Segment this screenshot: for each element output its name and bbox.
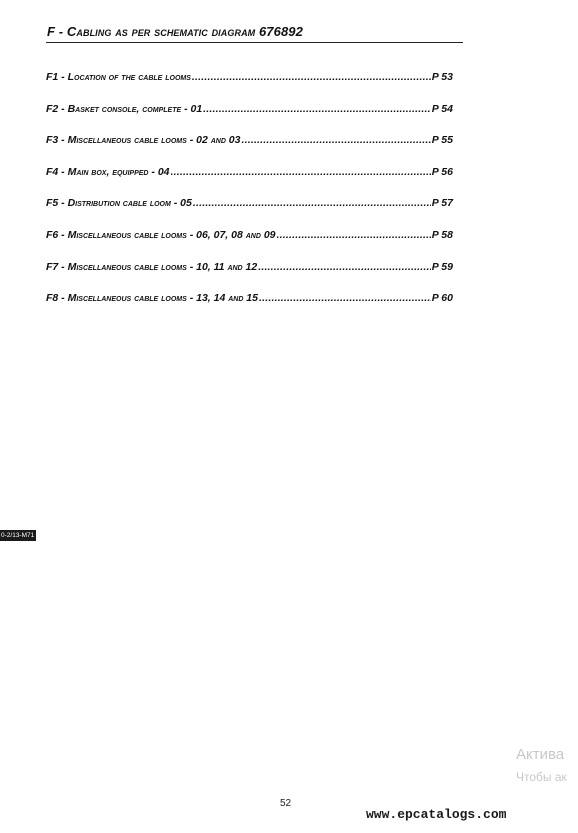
toc-entry-label: F3 - Miscellaneous cable looms - 02 and 03: [46, 134, 241, 147]
site-watermark: www.epcatalogs.com: [366, 807, 507, 822]
toc-entry-page: P 55: [431, 134, 453, 147]
toc-entry-page: P 60: [431, 292, 453, 305]
toc-entry[interactable]: [46, 261, 453, 293]
toc-leader-dots: [203, 103, 431, 115]
toc-leader-dots: [259, 292, 431, 304]
toc-entry[interactable]: [46, 197, 453, 229]
section-header: [46, 24, 463, 43]
toc-entry-page: P 54: [431, 102, 453, 115]
table-of-contents: [46, 71, 453, 324]
toc-leader-dots: [241, 134, 430, 146]
toc-entry[interactable]: [46, 71, 453, 103]
toc-entry[interactable]: [46, 292, 453, 324]
toc-entry-label: F1 - Location of the cable looms: [46, 71, 191, 83]
toc-entry-label: F2 - Basket console, complete - 01: [46, 102, 203, 115]
toc-entry-page: P 58: [431, 228, 453, 241]
side-reference-tag: 0-2/13-M71: [1, 532, 35, 539]
toc-entry-page: P 56: [431, 165, 453, 178]
activation-watermark-line1: Актива: [516, 746, 565, 763]
toc-entry[interactable]: [46, 103, 453, 135]
toc-leader-dots: [193, 197, 431, 209]
toc-entry-label: F4 - Main box, equipped - 04: [46, 165, 170, 178]
toc-leader-dots: [258, 261, 431, 273]
page-number: 52: [280, 798, 292, 809]
toc-entry[interactable]: [46, 166, 453, 198]
toc-entry-label: F8 - Miscellaneous cable looms - 13, 14 and 15: [46, 292, 258, 305]
activation-watermark-line2: Чтобы ак: [516, 770, 567, 784]
toc-entry[interactable]: [46, 134, 453, 166]
toc-leader-dots: [277, 229, 431, 241]
toc-entry-label: F7 - Miscellaneous cable looms - 10, 11 and 12: [46, 260, 258, 273]
toc-entry[interactable]: [46, 229, 453, 261]
toc-entry-label: F5 - Distribution cable loom - 05: [46, 197, 192, 210]
toc-entry-page: P 59: [431, 260, 453, 273]
section-title: F - Cabling as per schematic diagram 676892: [47, 24, 303, 39]
toc-entry-page: P 57: [431, 197, 453, 210]
toc-entry-label: F6 - Miscellaneous cable looms - 06, 07, 08 and 09: [46, 228, 276, 241]
toc-leader-dots: [192, 71, 431, 83]
toc-leader-dots: [171, 166, 431, 178]
toc-entry-page: P 53: [431, 71, 453, 83]
